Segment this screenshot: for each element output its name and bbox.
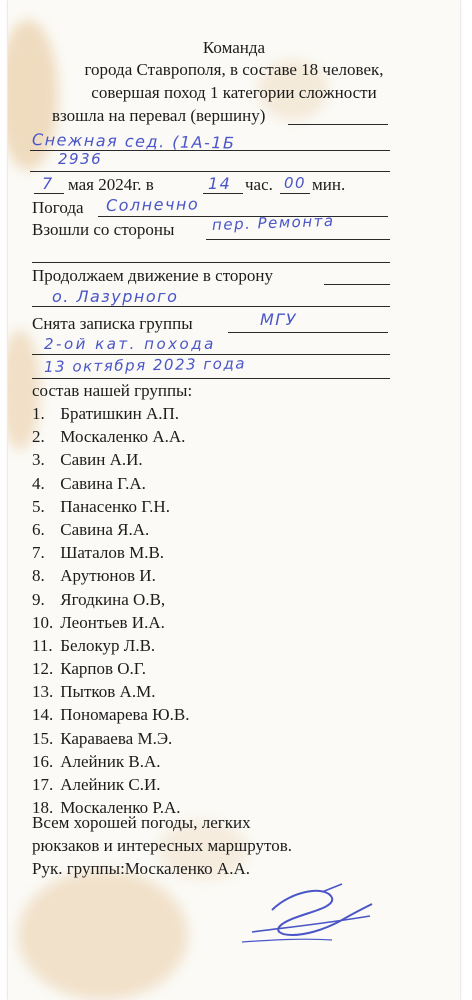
list-item: 12. Карпов О.Г. bbox=[32, 659, 146, 679]
list-item: 15. Караваева М.Э. bbox=[32, 728, 173, 748]
handwritten-note-group: МГУ bbox=[260, 310, 297, 329]
hour-label: час. bbox=[245, 175, 273, 194]
heading-summit-label: взошла на перевал (вершину) bbox=[52, 106, 266, 125]
direction-line-short bbox=[324, 284, 390, 285]
list-item: 13. Пытков А.М. bbox=[32, 682, 156, 702]
side-line bbox=[206, 239, 390, 240]
list-item: 3. Савин А.И. bbox=[32, 450, 143, 470]
blank-line bbox=[32, 262, 390, 263]
list-item: 17. Алейник С.И. bbox=[32, 775, 161, 794]
list-item: 18. Москаленко Р.А. bbox=[32, 798, 181, 818]
hour-line bbox=[203, 193, 243, 194]
list-item: 1. Братишкин А.П. bbox=[32, 404, 179, 423]
list-item: 14. Пономарева Ю.В. bbox=[32, 705, 190, 725]
handwritten-minute: 00 bbox=[284, 174, 307, 192]
side-label: Взошли со стороны bbox=[32, 220, 175, 239]
closing-line1: Всем хорошей погоды, легких bbox=[32, 813, 251, 832]
direction-label: Продолжаем движение в сторону bbox=[32, 266, 273, 285]
date-month-label: мая 2024г. в bbox=[68, 175, 154, 194]
handwritten-side: пер. Ремонта bbox=[211, 211, 335, 234]
heading-category: совершая поход 1 категории сложности bbox=[91, 83, 377, 102]
list-item: 5. Панасенко Г.Н. bbox=[32, 496, 170, 516]
minute-label: мин. bbox=[312, 175, 346, 194]
handwritten-hour: 14 bbox=[208, 174, 232, 193]
handwritten-direction: о. Лазурного bbox=[52, 287, 179, 306]
list-item: 11. Белокур Л.В. bbox=[32, 635, 156, 655]
handwritten-pass-name: Снежная сед. (1А-1Б bbox=[31, 130, 236, 153]
heading-team: Команда bbox=[202, 38, 266, 57]
weather-label: Погода bbox=[32, 198, 84, 217]
note-line2 bbox=[32, 378, 390, 379]
paper-stain bbox=[18, 870, 188, 1000]
list-item: 9. Ягодкина О.В, bbox=[32, 589, 166, 609]
handwritten-note-line1: 2-ой кат. похода bbox=[44, 335, 216, 353]
members-heading: состав нашей группы: bbox=[32, 381, 193, 400]
signature-mark bbox=[232, 880, 382, 960]
group-leader: Рук. группы:Москаленко А.А. bbox=[32, 859, 250, 878]
heading-city: города Ставрополя, в составе 18 человек, bbox=[84, 60, 384, 79]
list-item: 2. Москаленко А.А. bbox=[32, 427, 186, 447]
list-item: 16. Алейник В.А. bbox=[32, 751, 161, 771]
handwritten-pass-height: 2936 bbox=[58, 150, 103, 168]
day-line bbox=[34, 193, 64, 194]
handwritten-weather: Солнечно bbox=[105, 194, 200, 215]
handwritten-note-line2: 13 октября 2023 года bbox=[43, 354, 247, 376]
list-item: 10. Леонтьев И.А. bbox=[32, 612, 165, 632]
closing-line2: рюкзаков и интересных маршрутов. bbox=[32, 836, 293, 855]
list-item: 8. Арутюнов И. bbox=[32, 566, 156, 586]
minute-line bbox=[280, 193, 310, 194]
list-item: 7. Шаталов М.В. bbox=[32, 543, 165, 563]
paper-sheet bbox=[8, 0, 460, 1000]
direction-line bbox=[32, 306, 390, 307]
note-group-line bbox=[228, 332, 388, 333]
members-list bbox=[32, 402, 189, 819]
pass-height-line bbox=[30, 171, 390, 172]
list-item: 4. Савина Г.А. bbox=[32, 473, 146, 493]
summit-underline bbox=[288, 124, 388, 125]
note-label: Снята записка группы bbox=[32, 314, 193, 333]
list-item: 6. Савина Я.А. bbox=[32, 519, 150, 539]
handwritten-day: 7 bbox=[42, 174, 54, 193]
